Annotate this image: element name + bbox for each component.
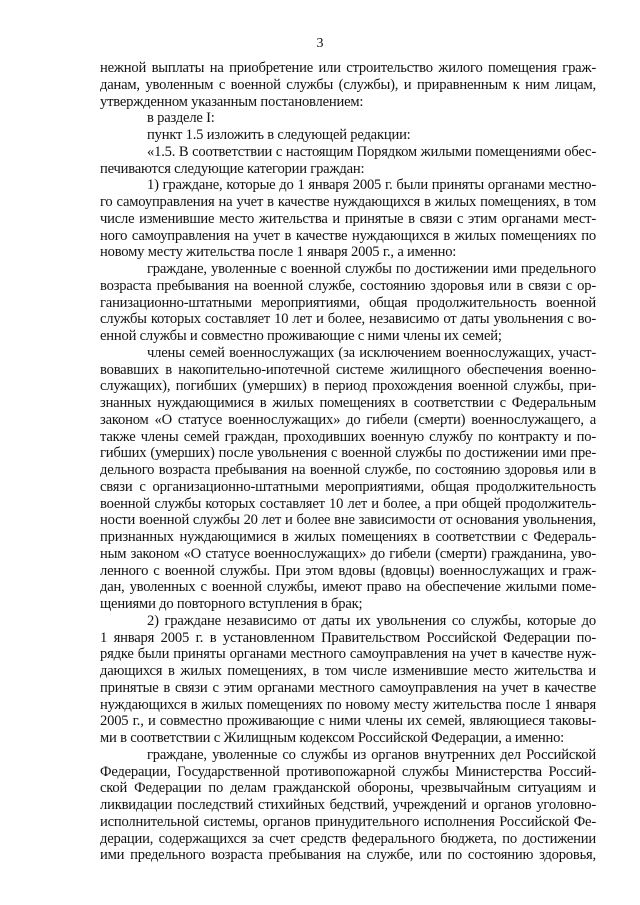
text-line: нуждающихся в жилых помещениях по новому месту жительства после 1 января <box>100 696 596 713</box>
text-line: ным законом «О статусе военнослужащих» до гибели (смерти) гражданина, уво- <box>100 545 596 562</box>
text-line: ганизационно-штатными мероприятиями, общая продолжительность военной <box>100 294 596 311</box>
text-line: щениями до повторного вступления в брак; <box>100 596 363 612</box>
text-line: также члены семей граждан, проходивших военную службу по контракту и по- <box>100 428 596 445</box>
page-number: 3 <box>316 36 324 51</box>
text-line: возраста пребывания на военной службе, состоянию здоровья или в связи с ор- <box>100 277 596 294</box>
text-line: нежной выплаты на приобретение или строительство жилого помещения граж- <box>100 60 596 76</box>
text-line: утвержденном указанным постановлением: <box>100 93 364 110</box>
text-line: «1.5. В соответствии с настоящим Порядком жилыми помещениями обес- <box>147 143 596 160</box>
text-line: дан, уволенных с военной службы, имеют право на обеспечение жилыми поме- <box>100 579 596 596</box>
text-line: ими предельного возраста пребывания на службе, или по состоянию здоровья, <box>100 847 596 864</box>
text-line: 2) граждане независимо от даты их увольнения со службы, которые до <box>147 612 596 629</box>
text-line: ликвидации последствий стихийных бедствий, учреждений и органов уголовно- <box>100 797 596 813</box>
text-line: 2005 г., и совместно проживающие с ними члены их семей, являющиеся таковы- <box>100 713 596 730</box>
text-line: дерации, содержащихся за счет средств федерального бюджета, по достижении <box>100 830 596 847</box>
text-line: граждане, уволенные с военной службы по достижении ими предельного <box>147 261 596 277</box>
text-line: связи с организационно-штатными мероприятиями, общая продолжительность <box>100 478 596 495</box>
text-line: данам, уволенным с военной службы (службы), и приравненным к ним лицам, <box>100 76 596 93</box>
text-line: печиваются следующие категории граждан: <box>100 160 365 177</box>
text-line: числе изменившие место жительства и принятые в связи с этим органами мест- <box>100 210 596 227</box>
text-line: ности военной службы 20 лет и более вне зависимости от основания увольнения, <box>100 512 596 529</box>
text-line: 1) граждане, которые до 1 января 2005 г. были приняты органами местно- <box>147 177 596 194</box>
text-line: члены семей военнослужащих (за исключением военнослужащих, участ- <box>147 344 596 361</box>
text-line: ской Федерации по делам гражданской обороны, чрезвычайным ситуациям и <box>100 780 596 797</box>
text-line: военной службы которых составляет 10 лет и более, а при общей продолжитель- <box>100 495 596 512</box>
text-line: дающихся в жилых помещениях, в том числе изменившие место жительства и <box>100 663 596 679</box>
text-line: ленного с военной службы. При этом вдовы (вдовцы) военнослужащих и граж- <box>100 562 596 579</box>
text-line: рядке были приняты органами местного самоуправления на учет в качестве нуж- <box>100 646 596 663</box>
text-line: законом «О статусе военнослужащих» до гибели (смерти) военнослужащего, а <box>100 411 596 428</box>
text-line: принятые в связи с этим органами местного самоуправления на учет в качестве <box>100 679 596 696</box>
text-line: Федерации, Государственной противопожарной службы Министерства Россий- <box>100 763 596 780</box>
text-line: новому месту жительства после 1 января 2005 г., а именно: <box>100 244 457 261</box>
text-line: в разделе I: <box>147 110 215 127</box>
text-line: ного самоуправления на учет в качестве нуждающихся в жилых помещениях по <box>100 227 596 244</box>
text-line: службы которых составляет 10 лет и более, независимо от даты увольнения с во- <box>100 311 596 328</box>
text-line: знанных нуждающимися в жилых помещениях в соответствии с Федеральным <box>100 395 596 411</box>
text-line: пункт 1.5 изложить в следующей редакции: <box>147 127 411 143</box>
document-body <box>100 60 596 864</box>
text-line: ми в соответствии с Жилищным кодексом Российской Федерации, а именно: <box>100 730 565 746</box>
text-line: 1 января 2005 г. в установленном Правительством Российской Федерации по- <box>100 629 596 646</box>
text-line: енной службы и совместно проживающие с ними члены их семей; <box>100 328 502 344</box>
text-line: вовавших в накопительно-ипотечной системе жилищного обеспечения военно- <box>100 361 596 378</box>
text-line: дельного возраста пребывания на военной службе, по состоянию здоровья или в <box>100 462 596 478</box>
text-line: гибших (умерших) после увольнения с военной службы по достижении ими пре- <box>100 445 596 462</box>
text-line: исполнительной системы, органов принудительного исполнения Российской Фе- <box>100 813 596 830</box>
text-line: служащих), погибших (умерших) в период прохождения военной службы, при- <box>100 378 596 395</box>
text-line: граждане, уволенные со службы из органов внутренних дел Российской <box>147 746 596 763</box>
text-line: признанных нуждающимися в жилых помещениях в соответствии с Федераль- <box>100 529 596 545</box>
text-line: го самоуправления на учет в качестве нуждающихся в жилых помещениях, в том <box>100 194 596 210</box>
